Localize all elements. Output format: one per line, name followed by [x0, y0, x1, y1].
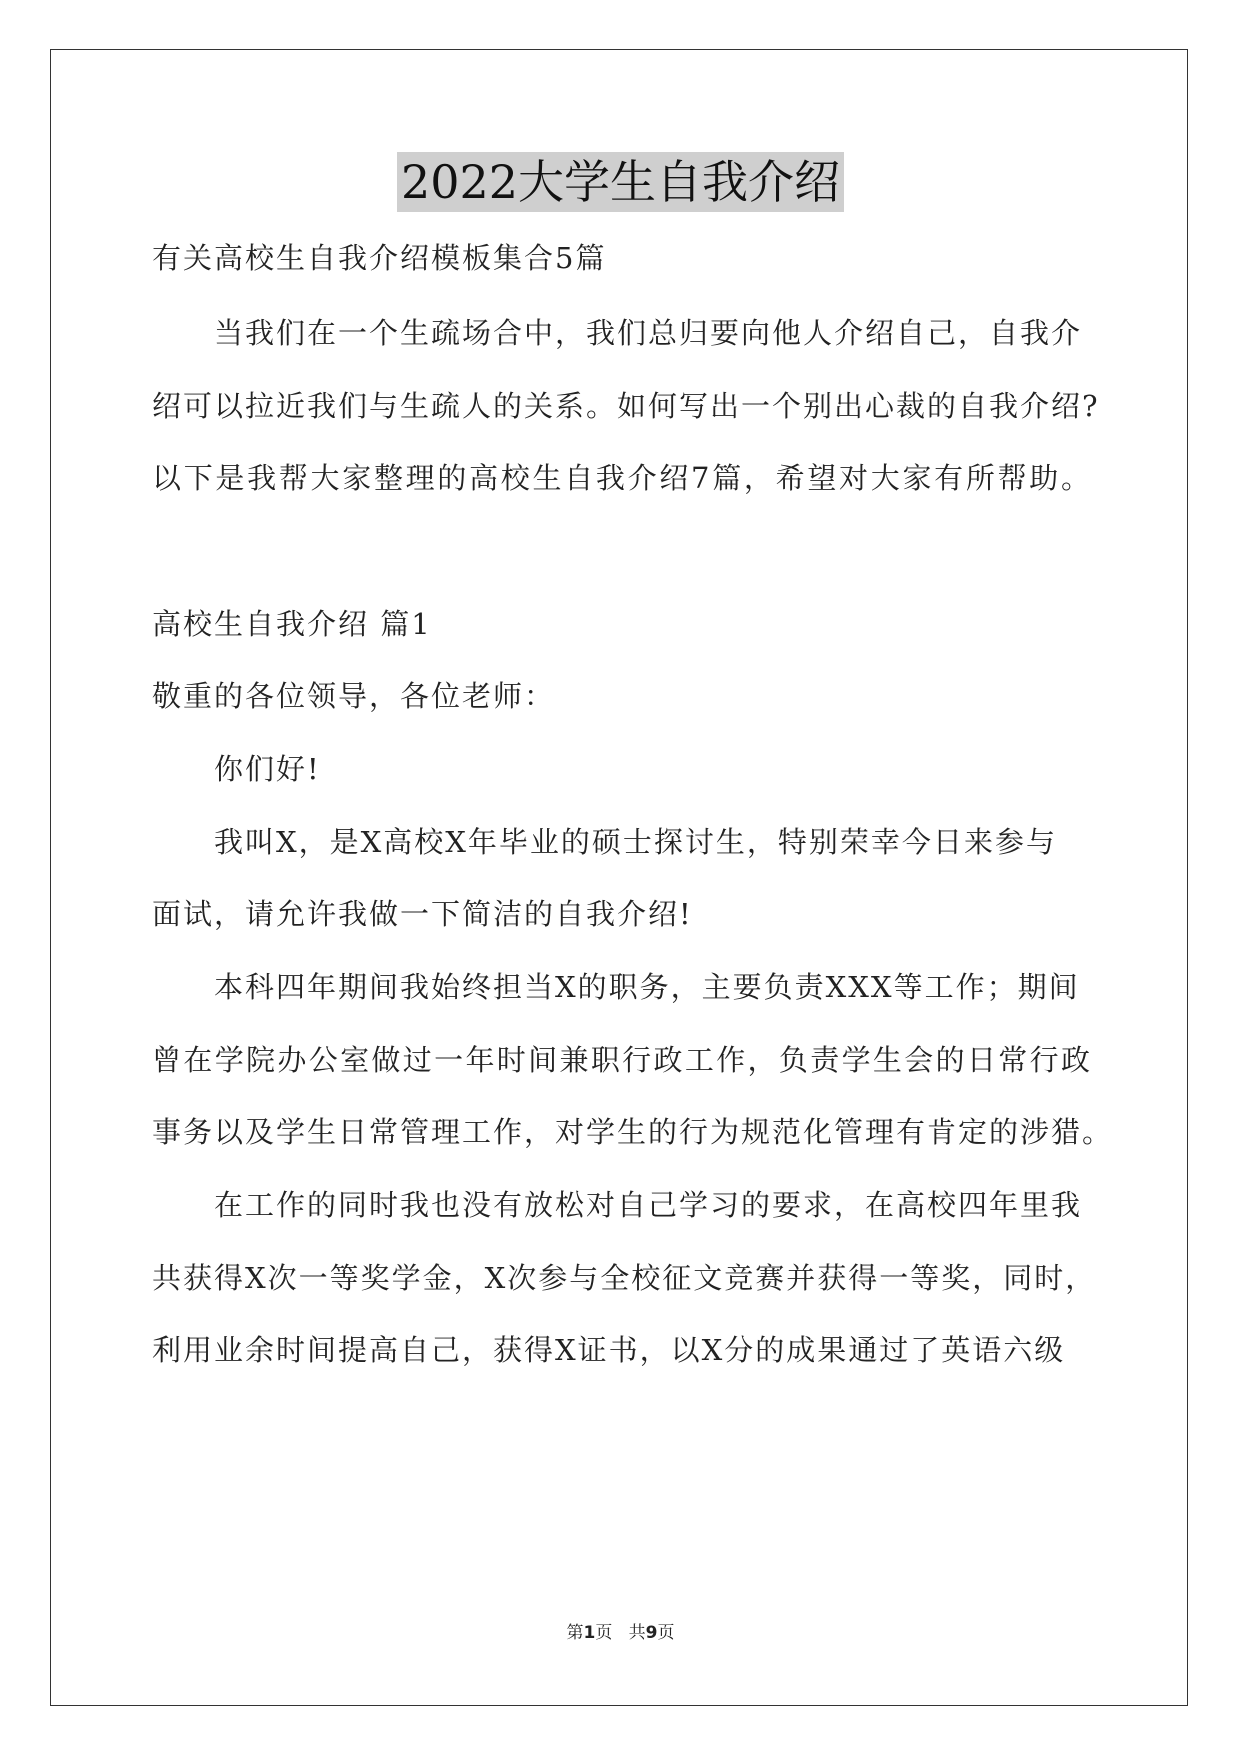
- footer-total-pages: 9: [645, 1623, 658, 1643]
- para2-line-2: 曾在学院办公室做过一年时间兼职行政工作，负责学生会的日常行政: [152, 1043, 1092, 1077]
- footer-total-unit: 页: [657, 1623, 675, 1643]
- footer-page-unit: 页: [595, 1623, 613, 1643]
- page-border: [50, 49, 1188, 1706]
- footer-page-number: 1: [583, 1623, 596, 1643]
- footer-total-prefix: 共: [628, 1623, 646, 1643]
- intro-line-3: 以下是我帮大家整理的高校生自我介绍7篇，希望对大家有所帮助。: [152, 461, 1092, 495]
- section-heading: 高校生自我介绍 篇1: [152, 607, 432, 641]
- salutation: 敬重的各位领导，各位老师：: [152, 679, 556, 713]
- intro-line-2: 绍可以拉近我们与生疏人的关系。如何写出一个别出心裁的自我介绍?: [152, 389, 1100, 423]
- greeting: 你们好!: [214, 752, 321, 786]
- footer-prefix: 第: [566, 1623, 584, 1643]
- document-title: 2022大学生自我介绍: [397, 152, 844, 212]
- para1-line-1: 我叫X，是X高校X年毕业的硕士探讨生，特别荣幸今日来参与: [214, 825, 1057, 859]
- page-footer: [0, 1621, 1241, 1645]
- para2-line-1: 本科四年期间我始终担当X的职务，主要负责XXX等工作；期间: [214, 970, 1080, 1004]
- title-container: [0, 152, 1241, 212]
- para3-line-3: 利用业余时间提高自己，获得X证书，以X分的成果通过了英语六级: [152, 1333, 1066, 1367]
- intro-line-1: 当我们在一个生疏场合中，我们总归要向他人介绍自己，自我介: [214, 316, 1083, 350]
- para3-line-1: 在工作的同时我也没有放松对自己学习的要求，在高校四年里我: [214, 1188, 1083, 1222]
- para3-line-2: 共获得X次一等奖学金，X次参与全校征文竞赛并获得一等奖，同时，: [152, 1261, 1097, 1295]
- para1-line-2: 面试，请允许我做一下简洁的自我介绍!: [152, 897, 693, 931]
- document-subtitle: 有关高校生自我介绍模板集合5篇: [152, 241, 607, 275]
- para2-line-3: 事务以及学生日常管理工作，对学生的行为规范化管理有肯定的涉猎。: [152, 1115, 1114, 1149]
